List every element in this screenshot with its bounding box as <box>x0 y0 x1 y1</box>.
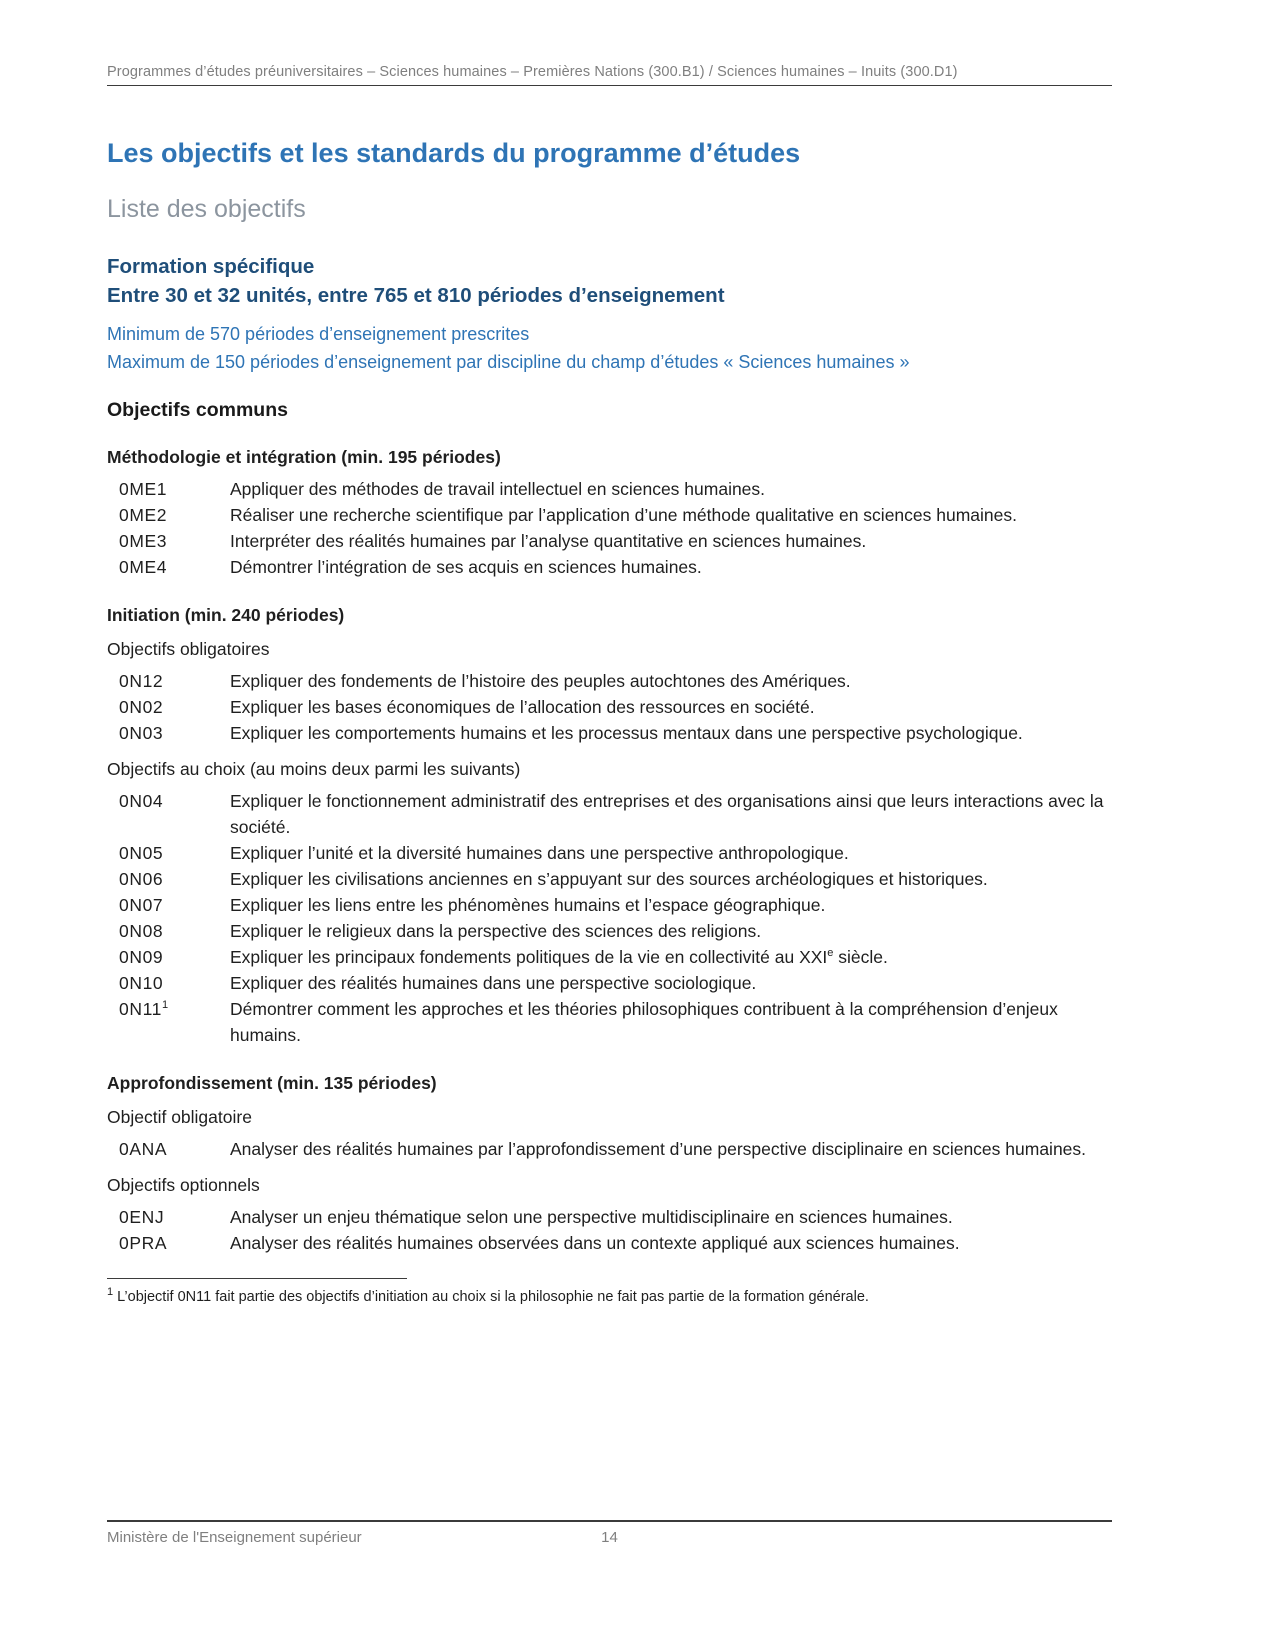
objective-code: 0N08 <box>119 921 164 941</box>
objective-text: Interpréter des réalités humaines par l’analyse quantitative en sciences humaines. <box>230 531 867 551</box>
objective-code: 0N06 <box>119 869 164 889</box>
heading-methodologie: Méthodologie et intégration (min. 195 périodes) <box>107 447 501 467</box>
objective-row <box>107 1204 1112 1230</box>
objective-code: 0N07 <box>119 895 164 915</box>
objective-text: Réaliser une recherche scientifique par l’application d’une méthode qualitative en sciences humaines. <box>230 505 1017 525</box>
objective-row <box>107 554 1112 580</box>
objective-text: Analyser des réalités humaines par l’approfondissement d’une perspective disciplinaire en sciences humaines. <box>230 1139 1087 1159</box>
objective-text: Appliquer des méthodes de travail intellectuel en sciences humaines. <box>230 479 766 499</box>
objective-code: 0ME2 <box>119 505 168 525</box>
objective-text: Analyser des réalités humaines observées dans un contexte appliqué aux sciences humaines. <box>230 1233 960 1253</box>
objective-row <box>107 892 1112 918</box>
methodologie-list <box>107 476 1112 580</box>
formation-line-1: Formation spécifique <box>107 255 315 278</box>
page-content <box>0 136 1275 1307</box>
objective-row <box>107 1136 1112 1162</box>
label-objectifs-au-choix: Objectifs au choix (au moins deux parmi les suivants) <box>107 759 521 779</box>
objective-code: 0N09 <box>119 947 164 967</box>
formation-notes <box>107 320 1112 376</box>
objective-code: 0N03 <box>119 723 164 743</box>
objective-code: 0PRA <box>119 1233 168 1253</box>
approfondissement-obligatoire-list <box>107 1136 1112 1162</box>
label-objectif-obligatoire: Objectif obligatoire <box>107 1107 252 1127</box>
objective-text: Expliquer des réalités humaines dans une perspective sociologique. <box>230 973 757 993</box>
page-footer <box>107 1520 1112 1546</box>
page-number: 14 <box>601 1529 618 1546</box>
footnote-rule <box>107 1278 407 1279</box>
footnote <box>107 1287 1112 1307</box>
footer-ministry: Ministère de l'Enseignement supérieur <box>107 1529 362 1546</box>
footer-rule <box>107 1520 1112 1522</box>
objective-row <box>107 996 1112 1048</box>
note-minimum: Minimum de 570 périodes d’enseignement prescrites <box>107 324 530 344</box>
objective-row <box>107 918 1112 944</box>
objective-row <box>107 788 1112 840</box>
heading-initiation: Initiation (min. 240 périodes) <box>107 605 345 625</box>
objective-text: Démontrer comment les approches et les théories philosophiques contribuent à la compréhension d’enjeux humains. <box>230 999 1058 1045</box>
objective-row <box>107 720 1112 746</box>
label-objectifs-obligatoires: Objectifs obligatoires <box>107 639 270 659</box>
label-objectifs-optionnels: Objectifs optionnels <box>107 1175 260 1195</box>
formation-line-2: Entre 30 et 32 unités, entre 765 et 810 périodes d’enseignement <box>107 284 725 307</box>
note-maximum: Maximum de 150 périodes d’enseignement par discipline du champ d’études « Sciences humaines » <box>107 352 910 372</box>
objective-code: 0ME4 <box>119 557 168 577</box>
objective-text: Expliquer les liens entre les phénomènes humains et l’espace géographique. <box>230 895 826 915</box>
running-header-text: Programmes d’études préuniversitaires – Sciences humaines – Premières Nations (300.B1) / Sciences humaines – Inuits (300.D1) <box>107 64 958 80</box>
objective-row <box>107 668 1112 694</box>
objective-text: Expliquer l’unité et la diversité humaines dans une perspective anthropologique. <box>230 843 849 863</box>
objective-code: 0N12 <box>119 671 164 691</box>
approfondissement-optionnels-list <box>107 1204 1112 1256</box>
objective-row <box>107 694 1112 720</box>
objective-row <box>107 476 1112 502</box>
objective-text-post: siècle. <box>833 947 888 967</box>
objective-text: Expliquer les civilisations anciennes en s’appuyant sur des sources archéologiques et historiques. <box>230 869 988 889</box>
footnote-text: L’objectif 0N11 fait partie des objectifs d’initiation au choix si la philosophie ne fait pas partie de la formation générale. <box>117 1289 869 1305</box>
objective-text: Expliquer les comportements humains et les processus mentaux dans une perspective psychologique. <box>230 723 1023 743</box>
objective-row <box>107 502 1112 528</box>
objective-code: 0N10 <box>119 973 164 993</box>
page-title: Les objectifs et les standards du programme d’études <box>107 138 801 168</box>
objective-row <box>107 970 1112 996</box>
footnote-reference: 1 <box>161 999 169 1012</box>
objective-text: Expliquer des fondements de l’histoire des peuples autochtones des Amériques. <box>230 671 851 691</box>
objective-code-text: 0N11 <box>119 999 162 1019</box>
objective-code: 0ENJ <box>119 1207 165 1227</box>
formation-heading <box>107 252 1112 310</box>
superscript-e: e <box>827 947 834 960</box>
objective-text: Expliquer le fonctionnement administratif des entreprises et des organisations ainsi que leurs interactions avec la société. <box>230 791 1104 837</box>
objective-text: Expliquer le religieux dans la perspective des sciences des religions. <box>230 921 762 941</box>
objective-row <box>107 1230 1112 1256</box>
footnote-marker: 1 <box>107 1286 114 1299</box>
objective-code: 0N04 <box>119 791 164 811</box>
page-header <box>0 0 1275 86</box>
objective-code <box>119 996 230 1048</box>
section-objectifs-communs: Objectifs communs <box>107 399 288 421</box>
initiation-obligatoires-list <box>107 668 1112 746</box>
objective-code: 0ANA <box>119 1139 168 1159</box>
heading-approfondissement: Approfondissement (min. 135 périodes) <box>107 1073 437 1093</box>
page-subtitle: Liste des objectifs <box>107 195 306 223</box>
objective-code: 0N05 <box>119 843 164 863</box>
objective-text: Expliquer les bases économiques de l’allocation des ressources en société. <box>230 697 815 717</box>
objective-code: 0ME3 <box>119 531 168 551</box>
objective-row <box>107 944 1112 970</box>
objective-text: Démontrer l’intégration de ses acquis en sciences humaines. <box>230 557 702 577</box>
objective-row <box>107 528 1112 554</box>
objective-code: 0N02 <box>119 697 164 717</box>
objective-row <box>107 866 1112 892</box>
footer-row <box>107 1529 1112 1546</box>
header-rule <box>107 85 1112 86</box>
objective-code: 0ME1 <box>119 479 168 499</box>
objective-text: Analyser un enjeu thématique selon une perspective multidisciplinaire en sciences humaines. <box>230 1207 953 1227</box>
objective-text-pre: Expliquer les principaux fondements politiques de la vie en collectivité au XXI <box>230 947 828 967</box>
objective-row <box>107 840 1112 866</box>
footnote-block <box>107 1278 1112 1307</box>
objective-text <box>230 944 1112 970</box>
initiation-choix-list <box>107 788 1112 1048</box>
